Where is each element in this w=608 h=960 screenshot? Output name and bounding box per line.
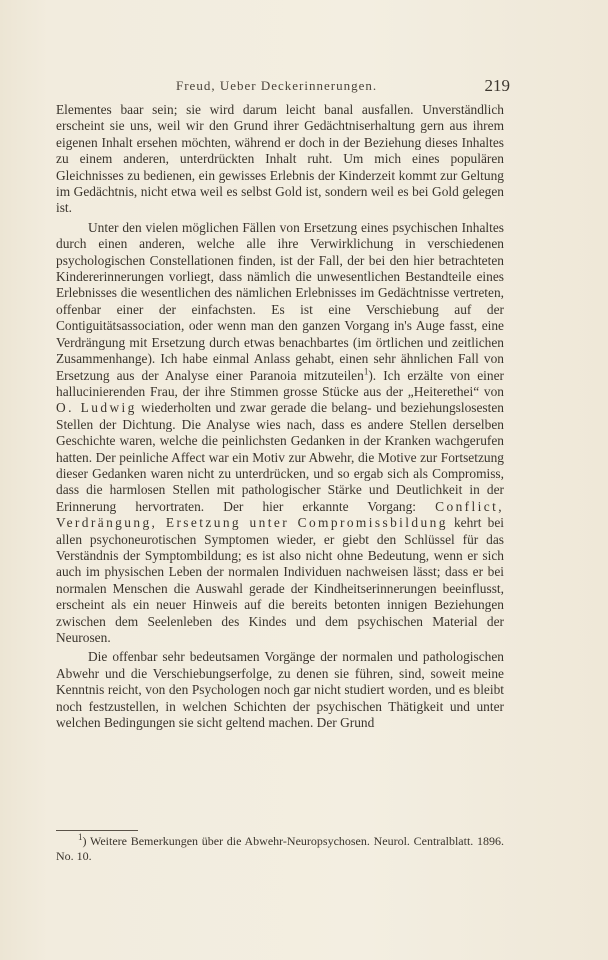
- footnote-reference: 1: [363, 366, 369, 377]
- emphasized-process: Conflict, Verdrängung, Ersetzung unter Compromissbildung: [56, 498, 504, 531]
- page-header: [56, 76, 510, 98]
- paragraph-2-part-1: Unter den vielen möglichen Fällen von Ersetzung eines psychischen Inhaltes durch einen anderen, welche alle ihre Verwirklichung in verschiedenen psychologischen Constellationen finden, ist der Fall, der bei den hier betrachteten Kindererinnerungen vorliegt, dass nämlich die unwesentlichen Bestandteile eines Erlebnisses die wesentlichen des nämlichen Erlebnisses im Gedächtnisse vertreten, offenbar einer der einfachsten. Es ist eine Verschiebung auf der Contiguitätsassociation, oder wenn man den ganzen Vorgang in's Auge fasst, eine Verdrängung mit Ersetzung durch etwas benachbartes (im örtlichen und zeitlichen Zusammenhange). Ich habe einmal Anlass gehabt, einen sehr ähnlichen Fall von Ersetzung aus der Analyse einer Paranoia mitzuteilen: [56, 219, 504, 383]
- body-text: [56, 102, 504, 731]
- footnote: [56, 834, 504, 863]
- paragraph-1: Elementes baar sein; sie wird darum leicht banal ausfallen. Unverständlich erscheint sie uns, weil wir den Grund ihrer Gedächtniserhaltung gern aus ihrem eigenen Inhalt ersehen möchten, während er doch in der Beziehung dieses Inhaltes zu einem anderen, unterdrückten Inhalt ruht. Um mich eines populären Gleichnisses zu bedienen, ein gewisses Erlebnis der Kinderzeit kommt zur Geltung im Gedächtnis, nicht etwa weil es selbst Gold ist, sondern weil es bei Gold gelegen ist.: [56, 102, 504, 216]
- footnote-divider: [56, 830, 138, 831]
- page-number: 219: [484, 76, 510, 95]
- paragraph-2: [56, 220, 504, 647]
- paragraph-3: Die offenbar sehr bedeutsamen Vorgänge der normalen und pathologischen Abwehr und die Verschiebungserfolge, zu denen sie führen, sind, soweit meine Kenntnis reicht, von den Psychologen noch gar nicht studiert worden, und es bleibt noch festzustellen, in welchen Schichten der psychischen Thätigkeit und unter welchen Bedingungen sie sicht geltend machen. Der Grund: [56, 649, 504, 731]
- running-head: Freud, Ueber Deckerinnerungen.: [176, 78, 378, 93]
- footnote-text: ) Weitere Bemerkungen über die Abwehr-Neuropsychosen. Neurol. Centralblatt. 1896. No. 10.: [56, 834, 504, 863]
- paragraph-2-part-3: wiederholten und zwar gerade die belang- und beziehungslosesten Stellen der Dichtung. Die Analyse wies nach, dass es andere Stellen derselben Geschichte waren, welche die peinlichsten Gedanken in der Kranken wachgerufen hatten. Der peinliche Affect war ein Motiv zur Abwehr, die Motive zur Fortsetzung dieser Gedanken waren nicht zu unterdrücken, und so ergab sich als Compromiss, dass die harmlosen Stellen mit pathologischer Stärke und Deutlichkeit in der Erinnerung hervortraten. Der hier erkannte Vorgang:: [56, 400, 504, 514]
- paragraph-2-part-4: kehrt bei allen psychoneurotischen Symptomen wieder, er giebt den Schlüssel für das Verständnis der Symptombildung; es ist also nicht ohne Bedeutung, wenn er sich auch im physischen Leben der normalen Individuen nachweisen lässt; dass er bei normalen Menschen die Auswahl gerade der Kindheitserinnerungen beeinflusst, erscheint als ein neuer Hinweis auf die bereits betonten innigen Beziehungen zwischen dem Seelenleben des Kindes und dem psychischen Material der Neurosen.: [56, 515, 504, 645]
- author-name-spaced: O. Ludwig: [56, 400, 137, 416]
- paragraph-2-part-2: ). Ich erzälte von einer hallucinierenden Frau, der ihre Stimmen grosse Stücke aus der „Heiterethei“ von: [56, 367, 504, 399]
- footnote-marker: 1: [78, 832, 83, 842]
